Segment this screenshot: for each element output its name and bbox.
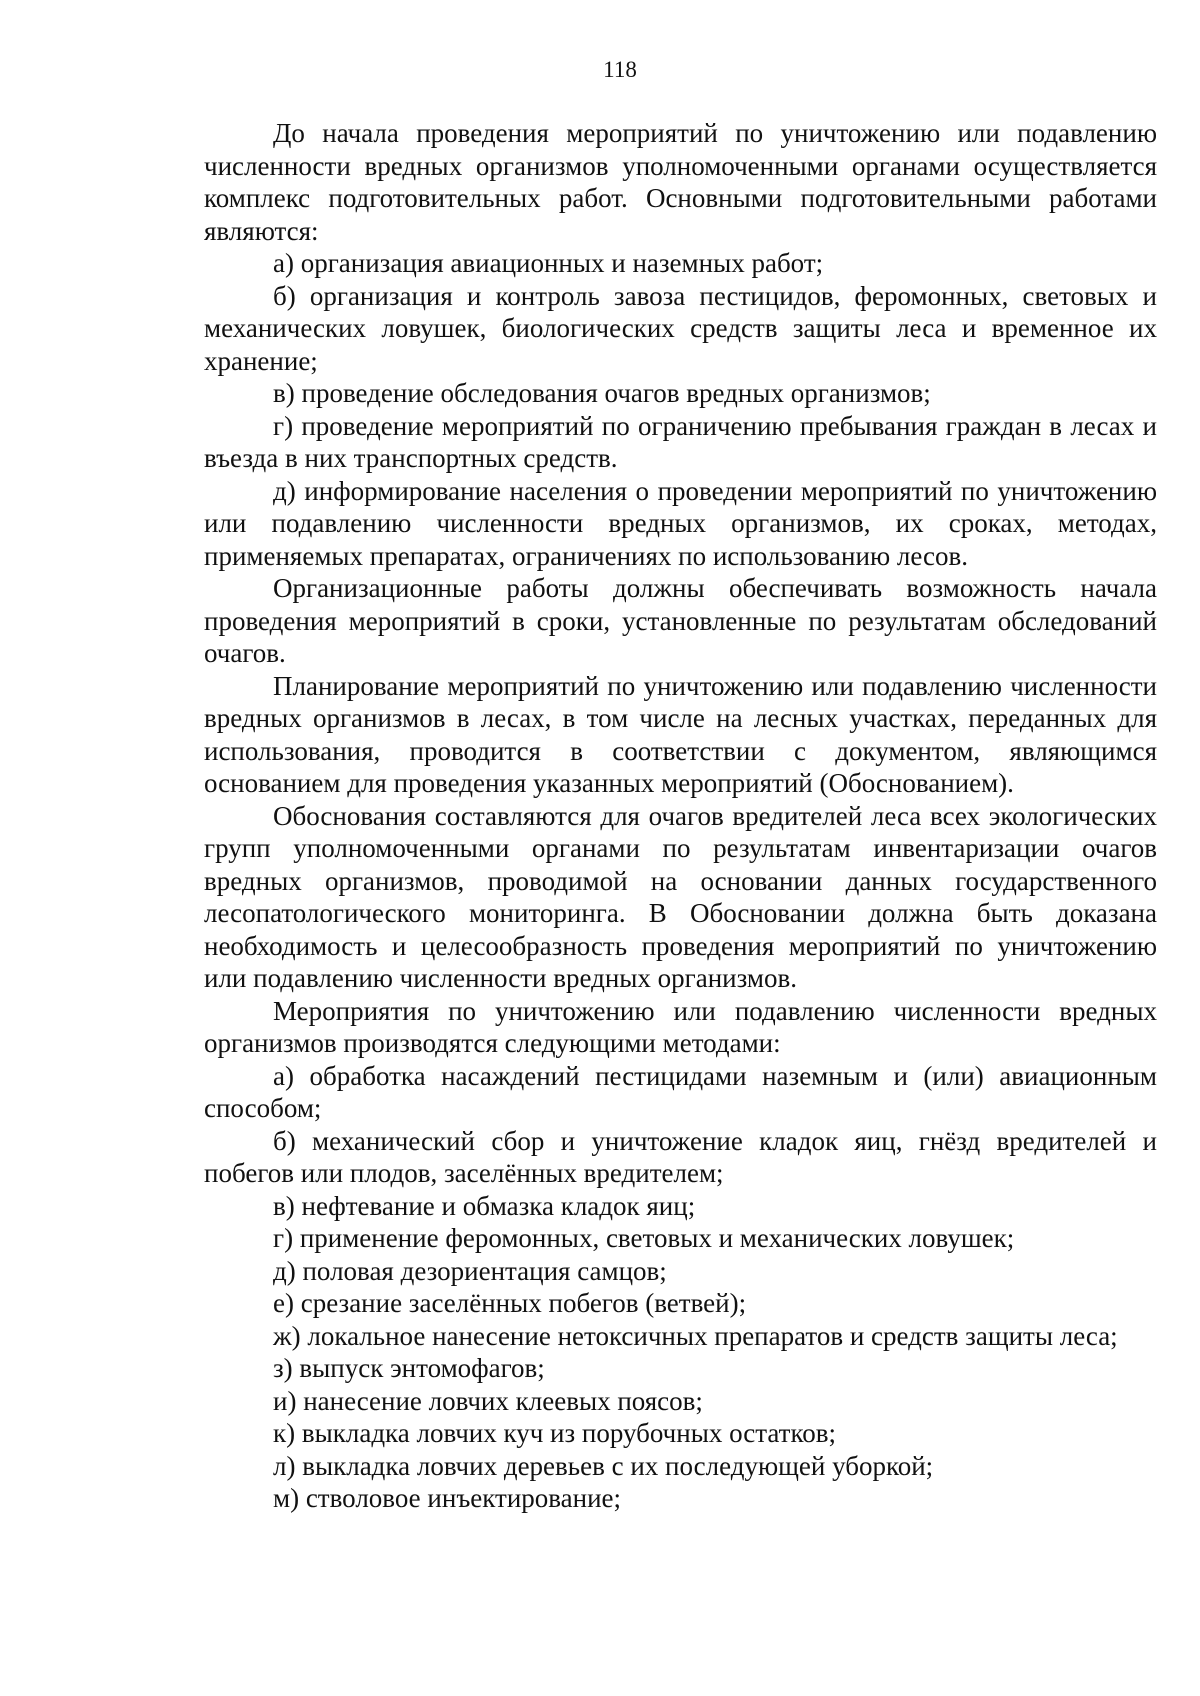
page-number: 118 — [603, 57, 637, 82]
paragraph-planning: Планирование мероприятий по уничтожению или подавлению численности вредных организмов в лесах, в том числе на лесных участках, переданных для использования, проводится в соответствии с документом, являющимся основанием для проведения указанных мероприятий (Обоснованием). — [204, 670, 1157, 798]
list-item-method-a: а) обработка насаждений пестицидами наземным и (или) авиационным способом; — [204, 1060, 1157, 1123]
paragraph-methods-intro: Мероприятия по уничтожению или подавлению численности вредных организмов производятся следующими методами: — [204, 995, 1157, 1058]
document-body — [204, 117, 1157, 1515]
list-item-method-m: м) стволовое инъектирование; — [273, 1483, 622, 1513]
paragraph-preparatory-works: До начала проведения мероприятий по уничтожению или подавлению численности вредных организмов уполномоченными органами осуществляется комплекс подготовительных работ. Основными подготовительными работами являются: — [204, 118, 1157, 246]
list-item-method-d: д) половая дезориентация самцов; — [273, 1255, 667, 1286]
list-item-method-z: з) выпуск энтомофагов; — [273, 1353, 545, 1383]
list-item-method-zh: ж) локальное нанесение нетоксичных препаратов и средств защиты леса; — [273, 1320, 1118, 1351]
paragraph-justifications: Обоснования составляются для очагов вредителей леса всех экологических групп уполномоченными органами по результатам инвентаризации очагов вредных организмов, проводимой на основании данных государственного лесопатологического мониторинга. В Обосновании должна быть доказана необходимость и целесообразность проведения мероприятий по уничтожению или подавлению численности вредных организмов. — [204, 800, 1157, 993]
list-item-prep-b: б) организация и контроль завоза пестицидов, феромонных, световых и механических ловушек, биологических средств защиты леса и временное их хранение; — [204, 280, 1157, 376]
list-item-method-e: е) срезание заселённых побегов (ветвей); — [273, 1288, 747, 1318]
list-item-method-k: к) выкладка ловчих куч из порубочных остатков; — [273, 1418, 836, 1448]
list-item-prep-v: в) проведение обследования очагов вредных организмов; — [273, 378, 931, 408]
list-item-method-g: г) применение феромонных, световых и механических ловушек; — [273, 1223, 1015, 1253]
list-item-method-i: и) нанесение ловчих клеевых поясов; — [273, 1385, 703, 1416]
list-item-prep-g: г) проведение мероприятий по ограничению пребывания граждан в лесах и въезда в них транспортных средств. — [204, 410, 1157, 473]
list-item-method-b: б) механический сбор и уничтожение кладок яиц, гнёзд вредителей и побегов или плодов, заселённых вредителем; — [204, 1125, 1157, 1188]
list-item-method-v: в) нефтевание и обмазка кладок яиц; — [273, 1190, 696, 1221]
paragraph-organizational-works: Организационные работы должны обеспечивать возможность начала проведения мероприятий в сроки, установленные по результатам обследований очагов. — [204, 573, 1157, 668]
list-item-method-l: л) выкладка ловчих деревьев с их последующей уборкой; — [273, 1450, 934, 1481]
list-item-prep-d: д) информирование населения о проведении мероприятий по уничтожению или подавлению численности вредных организмов, их сроках, методах, применяемых препаратах, ограничениях по использованию лесов. — [204, 475, 1157, 571]
list-item-prep-a: а) организация авиационных и наземных работ; — [273, 248, 824, 278]
